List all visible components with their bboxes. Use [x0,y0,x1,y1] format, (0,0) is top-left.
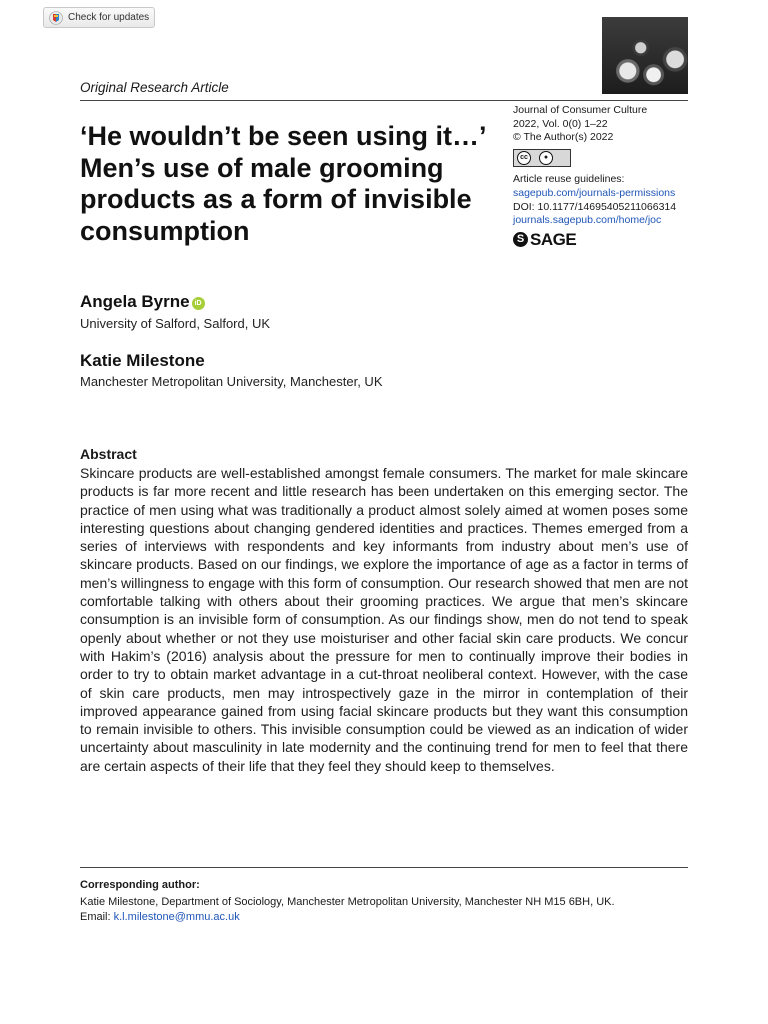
footer-divider [80,867,688,868]
corresponding-author-info [80,895,700,924]
orcid-icon[interactable]: iD [192,297,205,310]
cc-by-license-badge[interactable] [513,149,571,167]
publisher-name: SAGE [530,229,577,249]
journal-name: Journal of Consumer Culture [513,104,648,116]
article-title: ‘He wouldn’t be seen using it…’ Men’s use of male grooming products as a form of invisible consumption [80,121,486,246]
author-name-text: Angela Byrne [80,292,190,311]
author-affiliation: Manchester Metropolitan University, Manchester, UK [80,374,383,389]
reuse-label: Article reuse guidelines: [513,173,625,186]
author-affiliation: University of Salford, Salford, UK [80,316,271,331]
corresponding-address: Katie Milestone, Department of Sociology, Manchester Metropolitan University, Manchester NH M15 6BH, UK. [80,896,615,908]
check-for-updates-label: Check for updates [68,12,150,23]
article-type: Original Research Article [80,80,229,95]
header-divider [80,100,688,101]
author-name [80,292,205,312]
person-icon: ● [539,151,553,165]
copyright: © The Author(s) 2022 [513,131,614,144]
corresponding-author-heading: Corresponding author: [80,879,200,891]
email-label: Email: [80,910,111,923]
journal-volume: 2022, Vol. 0(0) 1–22 [513,117,608,130]
author-name [80,351,205,371]
check-for-updates-button[interactable] [43,7,155,28]
abstract-heading: Abstract [80,446,137,462]
sage-logo-icon: S [513,232,528,247]
author-name-text: Katie Milestone [80,351,205,370]
cc-icon: cc [517,151,531,165]
email-link[interactable]: k.l.milestone@mmu.ac.uk [113,910,240,923]
journal-home-link[interactable]: journals.sagepub.com/home/joc [513,214,662,227]
sage-logo [513,229,693,249]
abstract-text: Skincare products are well-established amongst female consumers. The market for male skincare products is far more recent and little research has been undertaken on this emerging sector. The practice of men using what was traditionally a product almost solely aimed at women poses some interesting questions about changing gendered identities and practices. Themes emerged from a series of interviews with respondents and key informants from industry about men’s use of skincare products. Based on our findings, we explore the importance of age as a factor in terms of men’s willingness to engage with this form of consumption. Our research showed that men are not comfortable talking with others about their grooming practices. We argue that men’s skincare consumption is an invisible form of consumption. As our findings show, men do not tend to speak openly about whether or not they use moisturiser and other facial skin care products. We concur with Hakim’s (2016) analysis about the pressure for men to continually improve their bodies in order to try to obtain market advantage in a cut-throat neoliberal context. However, with the case of skin care products, men may introspectively gaze in the mirror in contemplation of their improved appearance gained from using facial skincare products but they want this consumption to remain invisible to others. This invisible consumption could be viewed as an indication of wider uncertainty about masculinity in late modernity and the continuing trend for men to feel that there are certain aspects of their life that they feel they should keep to themselves. [80,465,688,774]
reuse-link[interactable]: sagepub.com/journals-permissions [513,186,676,199]
journal-info [513,104,693,247]
crossmark-icon [49,11,63,25]
journal-cover-image [602,17,688,94]
corresponding-email-line [80,910,700,925]
doi: DOI: 10.1177/14695405211066314 [513,200,677,213]
